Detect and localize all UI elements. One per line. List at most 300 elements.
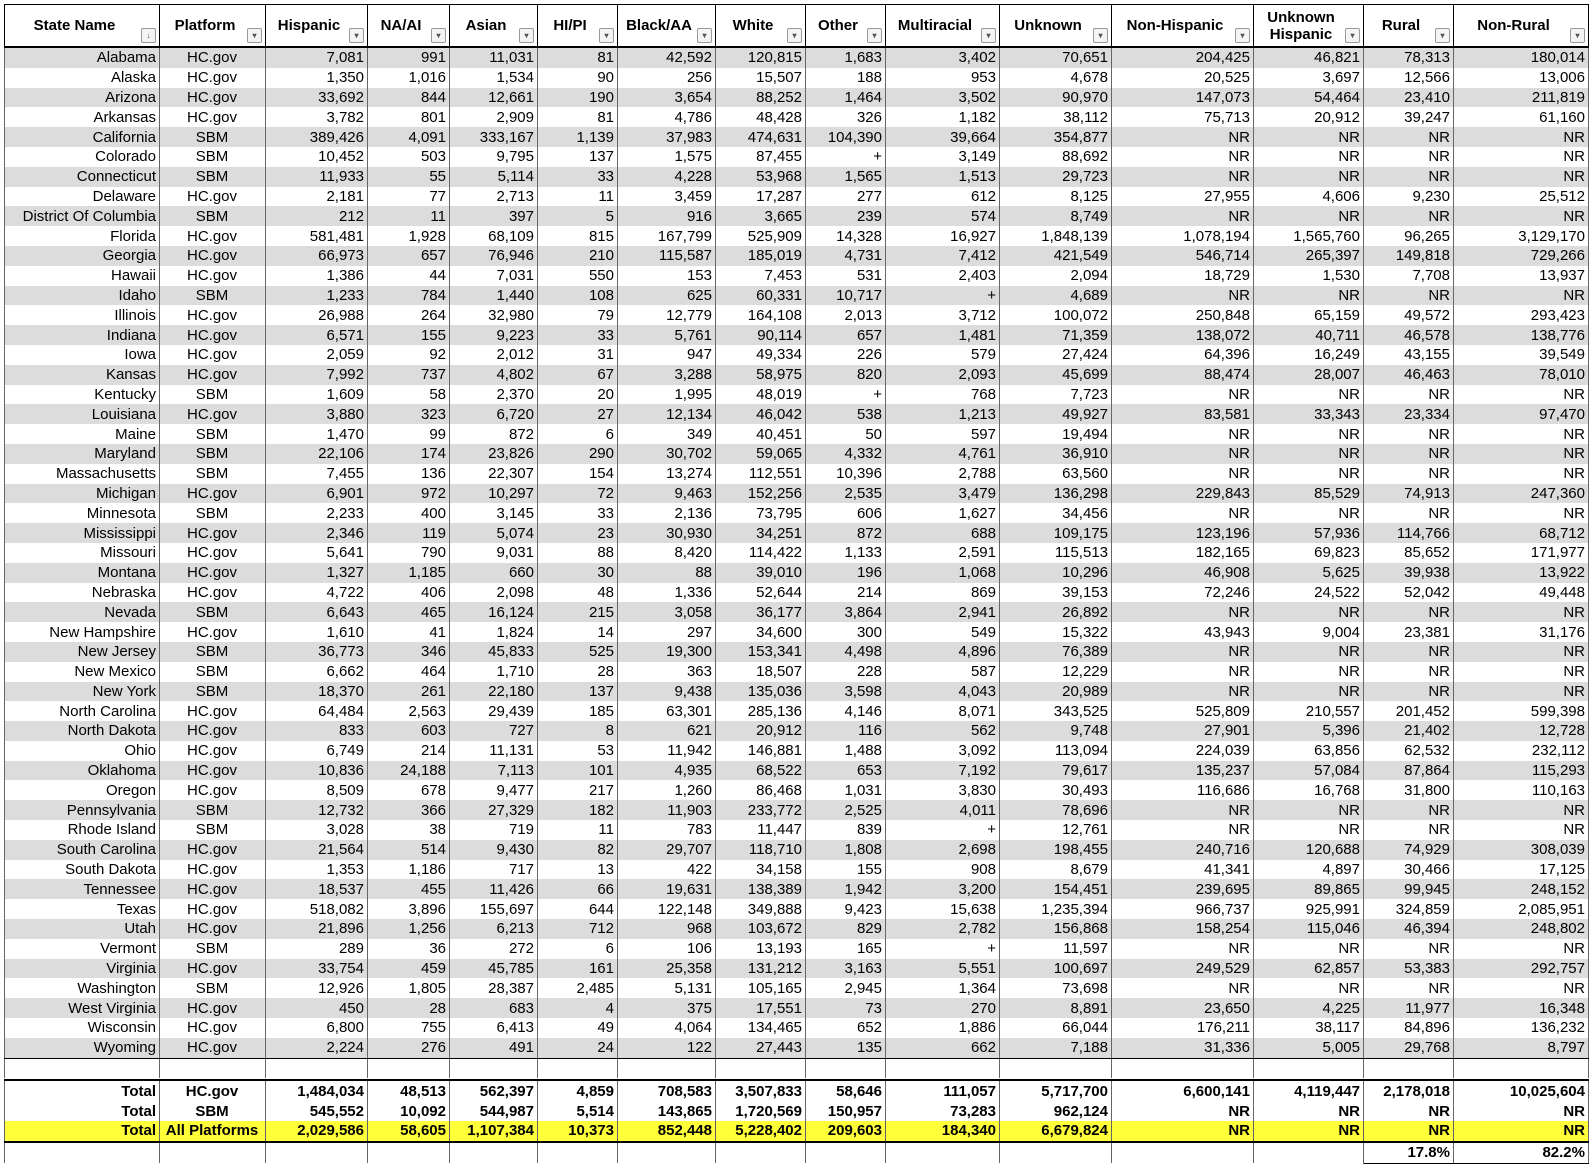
- value-cell[interactable]: NR: [1454, 127, 1589, 147]
- value-cell[interactable]: 8,071: [886, 701, 1000, 721]
- value-cell[interactable]: 62,532: [1364, 741, 1454, 761]
- empty-cell[interactable]: [1000, 1058, 1112, 1078]
- value-cell[interactable]: 106: [618, 939, 716, 959]
- value-cell[interactable]: 120,688: [1254, 840, 1364, 860]
- value-cell[interactable]: 109,175: [1000, 523, 1112, 543]
- value-cell[interactable]: 19,494: [1000, 424, 1112, 444]
- value-cell[interactable]: 182: [538, 800, 618, 820]
- value-cell[interactable]: 30,493: [1000, 780, 1112, 800]
- empty-cell[interactable]: [5, 1058, 160, 1078]
- value-cell[interactable]: 59,065: [716, 444, 806, 464]
- platform-cell[interactable]: HC.gov: [160, 701, 266, 721]
- value-cell[interactable]: 2,094: [1000, 266, 1112, 286]
- value-cell[interactable]: 68,712: [1454, 523, 1589, 543]
- value-cell[interactable]: 683: [450, 998, 538, 1018]
- platform-cell[interactable]: SBM: [160, 800, 266, 820]
- value-cell[interactable]: 3,200: [886, 879, 1000, 899]
- value-cell[interactable]: 612: [886, 187, 1000, 207]
- value-cell[interactable]: NR: [1112, 642, 1254, 662]
- value-cell[interactable]: 768: [886, 385, 1000, 405]
- platform-cell[interactable]: SBM: [160, 424, 266, 444]
- value-cell[interactable]: 562: [886, 721, 1000, 741]
- empty-cell[interactable]: [266, 1058, 368, 1078]
- value-cell[interactable]: 188: [806, 68, 886, 88]
- value-cell[interactable]: 15,638: [886, 899, 1000, 919]
- value-cell[interactable]: 400: [368, 503, 450, 523]
- value-cell[interactable]: 10,296: [1000, 563, 1112, 583]
- value-cell[interactable]: 39,010: [716, 563, 806, 583]
- value-cell[interactable]: 46,908: [1112, 563, 1254, 583]
- value-cell[interactable]: 5,514: [538, 1101, 618, 1121]
- value-cell[interactable]: 1,534: [450, 68, 538, 88]
- value-cell[interactable]: 7,192: [886, 761, 1000, 781]
- value-cell[interactable]: 12,926: [266, 978, 368, 998]
- value-cell[interactable]: 33: [538, 167, 618, 187]
- state-name-cell[interactable]: Total: [5, 1101, 160, 1121]
- value-cell[interactable]: NR: [1254, 464, 1364, 484]
- value-cell[interactable]: 308,039: [1454, 840, 1589, 860]
- platform-cell[interactable]: HC.gov: [160, 959, 266, 979]
- value-cell[interactable]: NR: [1254, 127, 1364, 147]
- value-cell[interactable]: 261: [368, 682, 450, 702]
- state-name-cell[interactable]: Missouri: [5, 543, 160, 563]
- value-cell[interactable]: 597: [886, 424, 1000, 444]
- value-cell[interactable]: 23,381: [1364, 622, 1454, 642]
- value-cell[interactable]: 239,695: [1112, 879, 1254, 899]
- value-cell[interactable]: 8: [538, 721, 618, 741]
- state-name-cell[interactable]: Massachusetts: [5, 464, 160, 484]
- value-cell[interactable]: 4,228: [618, 167, 716, 187]
- value-cell[interactable]: 90,970: [1000, 88, 1112, 108]
- value-cell[interactable]: 2,788: [886, 464, 1000, 484]
- value-cell[interactable]: 1,068: [886, 563, 1000, 583]
- value-cell[interactable]: 4,225: [1254, 998, 1364, 1018]
- value-cell[interactable]: 149,818: [1364, 246, 1454, 266]
- value-cell[interactable]: 621: [618, 721, 716, 741]
- state-name-cell[interactable]: Alaska: [5, 68, 160, 88]
- value-cell[interactable]: 10,297: [450, 484, 538, 504]
- value-cell[interactable]: 154,451: [1000, 879, 1112, 899]
- state-name-cell[interactable]: Florida: [5, 226, 160, 246]
- value-cell[interactable]: 17,125: [1454, 860, 1589, 880]
- value-cell[interactable]: 324,859: [1364, 899, 1454, 919]
- value-cell[interactable]: 366: [368, 800, 450, 820]
- value-cell[interactable]: 31,800: [1364, 780, 1454, 800]
- platform-cell[interactable]: SBM: [160, 127, 266, 147]
- value-cell[interactable]: 27: [538, 404, 618, 424]
- value-cell[interactable]: NR: [1112, 800, 1254, 820]
- value-cell[interactable]: 15,507: [716, 68, 806, 88]
- value-cell[interactable]: 58,975: [716, 365, 806, 385]
- value-cell[interactable]: 6,749: [266, 741, 368, 761]
- value-cell[interactable]: NR: [1364, 939, 1454, 959]
- empty-cell[interactable]: [618, 1142, 716, 1163]
- value-cell[interactable]: 33: [538, 325, 618, 345]
- value-cell[interactable]: 1,513: [886, 167, 1000, 187]
- value-cell[interactable]: 6: [538, 424, 618, 444]
- value-cell[interactable]: NR: [1254, 939, 1364, 959]
- value-cell[interactable]: 16,124: [450, 602, 538, 622]
- value-cell[interactable]: 46,042: [716, 404, 806, 424]
- value-cell[interactable]: 6,643: [266, 602, 368, 622]
- value-cell[interactable]: 232,112: [1454, 741, 1589, 761]
- value-cell[interactable]: 146,881: [716, 741, 806, 761]
- state-name-cell[interactable]: Minnesota: [5, 503, 160, 523]
- value-cell[interactable]: 24,522: [1254, 583, 1364, 603]
- value-cell[interactable]: 1,575: [618, 147, 716, 167]
- value-cell[interactable]: 78,313: [1364, 47, 1454, 68]
- value-cell[interactable]: 45,699: [1000, 365, 1112, 385]
- value-cell[interactable]: 801: [368, 107, 450, 127]
- value-cell[interactable]: 719: [450, 820, 538, 840]
- platform-cell[interactable]: SBM: [160, 1101, 266, 1121]
- value-cell[interactable]: 549: [886, 622, 1000, 642]
- value-cell[interactable]: 717: [450, 860, 538, 880]
- value-cell[interactable]: 113,094: [1000, 741, 1112, 761]
- value-cell[interactable]: 991: [368, 47, 450, 68]
- value-cell[interactable]: 46,394: [1364, 919, 1454, 939]
- value-cell[interactable]: 4,119,447: [1254, 1080, 1364, 1101]
- value-cell[interactable]: NR: [1454, 939, 1589, 959]
- value-cell[interactable]: 688: [886, 523, 1000, 543]
- value-cell[interactable]: NR: [1454, 147, 1589, 167]
- value-cell[interactable]: 1,107,384: [450, 1121, 538, 1142]
- value-cell[interactable]: 12,732: [266, 800, 368, 820]
- empty-cell[interactable]: [450, 1142, 538, 1163]
- value-cell[interactable]: 459: [368, 959, 450, 979]
- value-cell[interactable]: 4,859: [538, 1080, 618, 1101]
- value-cell[interactable]: 4,146: [806, 701, 886, 721]
- value-cell[interactable]: NR: [1254, 206, 1364, 226]
- value-cell[interactable]: 1,078,194: [1112, 226, 1254, 246]
- value-cell[interactable]: 66: [538, 879, 618, 899]
- value-cell[interactable]: 11,131: [450, 741, 538, 761]
- value-cell[interactable]: 33,754: [266, 959, 368, 979]
- value-cell[interactable]: 138,389: [716, 879, 806, 899]
- value-cell[interactable]: 1,928: [368, 226, 450, 246]
- value-cell[interactable]: 947: [618, 345, 716, 365]
- value-cell[interactable]: 26,892: [1000, 602, 1112, 622]
- value-cell[interactable]: NR: [1364, 820, 1454, 840]
- value-cell[interactable]: 1,233: [266, 286, 368, 306]
- value-cell[interactable]: 138,072: [1112, 325, 1254, 345]
- value-cell[interactable]: 99: [368, 424, 450, 444]
- value-cell[interactable]: 115,046: [1254, 919, 1364, 939]
- value-cell[interactable]: 72: [538, 484, 618, 504]
- state-name-cell[interactable]: New Jersey: [5, 642, 160, 662]
- value-cell[interactable]: 20,912: [716, 721, 806, 741]
- value-cell[interactable]: 48: [538, 583, 618, 603]
- value-cell[interactable]: 3,502: [886, 88, 1000, 108]
- value-cell[interactable]: 916: [618, 206, 716, 226]
- value-cell[interactable]: 74,929: [1364, 840, 1454, 860]
- value-cell[interactable]: 1,530: [1254, 266, 1364, 286]
- platform-cell[interactable]: HC.gov: [160, 879, 266, 899]
- value-cell[interactable]: 662: [886, 1038, 1000, 1058]
- value-cell[interactable]: 5,551: [886, 959, 1000, 979]
- value-cell[interactable]: 40,711: [1254, 325, 1364, 345]
- platform-cell[interactable]: HC.gov: [160, 325, 266, 345]
- value-cell[interactable]: 30,930: [618, 523, 716, 543]
- state-name-cell[interactable]: Nevada: [5, 602, 160, 622]
- empty-cell[interactable]: [368, 1142, 450, 1163]
- value-cell[interactable]: 43,155: [1364, 345, 1454, 365]
- platform-cell[interactable]: SBM: [160, 286, 266, 306]
- value-cell[interactable]: 12,779: [618, 305, 716, 325]
- value-cell[interactable]: 88,692: [1000, 147, 1112, 167]
- value-cell[interactable]: 53: [538, 741, 618, 761]
- platform-cell[interactable]: HC.gov: [160, 88, 266, 108]
- value-cell[interactable]: 6,901: [266, 484, 368, 504]
- value-cell[interactable]: 2,178,018: [1364, 1080, 1454, 1101]
- value-cell[interactable]: 226: [806, 345, 886, 365]
- value-cell[interactable]: NR: [1254, 444, 1364, 464]
- platform-cell[interactable]: HC.gov: [160, 840, 266, 860]
- value-cell[interactable]: 147,073: [1112, 88, 1254, 108]
- value-cell[interactable]: NR: [1254, 424, 1364, 444]
- value-cell[interactable]: 9,031: [450, 543, 538, 563]
- value-cell[interactable]: 729,266: [1454, 246, 1589, 266]
- value-cell[interactable]: 2,945: [806, 978, 886, 998]
- value-cell[interactable]: 4,064: [618, 1018, 716, 1038]
- value-cell[interactable]: 2,059: [266, 345, 368, 365]
- value-cell[interactable]: 115,587: [618, 246, 716, 266]
- value-cell[interactable]: 1,610: [266, 622, 368, 642]
- value-cell[interactable]: +: [806, 147, 886, 167]
- value-cell[interactable]: 73,283: [886, 1101, 1000, 1121]
- state-name-cell[interactable]: West Virginia: [5, 998, 160, 1018]
- value-cell[interactable]: NR: [1112, 503, 1254, 523]
- value-cell[interactable]: 11,426: [450, 879, 538, 899]
- value-cell[interactable]: 49: [538, 1018, 618, 1038]
- empty-cell[interactable]: [538, 1058, 618, 1078]
- value-cell[interactable]: NR: [1254, 820, 1364, 840]
- value-cell[interactable]: 49,927: [1000, 404, 1112, 424]
- state-name-cell[interactable]: Virginia: [5, 959, 160, 979]
- state-name-cell[interactable]: New Hampshire: [5, 622, 160, 642]
- value-cell[interactable]: 1,016: [368, 68, 450, 88]
- value-cell[interactable]: 652: [806, 1018, 886, 1038]
- value-cell[interactable]: NR: [1112, 385, 1254, 405]
- value-cell[interactable]: 16,768: [1254, 780, 1364, 800]
- value-cell[interactable]: 38,112: [1000, 107, 1112, 127]
- value-cell[interactable]: 48,019: [716, 385, 806, 405]
- value-cell[interactable]: 58: [368, 385, 450, 405]
- value-cell[interactable]: 27,443: [716, 1038, 806, 1058]
- platform-cell[interactable]: HC.gov: [160, 107, 266, 127]
- value-cell[interactable]: 31,176: [1454, 622, 1589, 642]
- value-cell[interactable]: 11,942: [618, 741, 716, 761]
- value-cell[interactable]: 3,058: [618, 602, 716, 622]
- value-cell[interactable]: 7,453: [716, 266, 806, 286]
- value-cell[interactable]: 3,149: [886, 147, 1000, 167]
- value-cell[interactable]: 1,488: [806, 741, 886, 761]
- value-cell[interactable]: 11,933: [266, 167, 368, 187]
- value-cell[interactable]: 22,106: [266, 444, 368, 464]
- value-cell[interactable]: 270: [886, 998, 1000, 1018]
- value-cell[interactable]: 36,177: [716, 602, 806, 622]
- value-cell[interactable]: 525,909: [716, 226, 806, 246]
- value-cell[interactable]: 153,341: [716, 642, 806, 662]
- filter-dropdown-icon[interactable]: ▾: [867, 28, 882, 43]
- value-cell[interactable]: 297: [618, 622, 716, 642]
- value-cell[interactable]: 119: [368, 523, 450, 543]
- platform-cell[interactable]: SBM: [160, 385, 266, 405]
- value-cell[interactable]: 6: [538, 939, 618, 959]
- value-cell[interactable]: 13,937: [1454, 266, 1589, 286]
- value-cell[interactable]: 1,886: [886, 1018, 1000, 1038]
- platform-cell[interactable]: HC.gov: [160, 761, 266, 781]
- value-cell[interactable]: 6,571: [266, 325, 368, 345]
- value-cell[interactable]: 184,340: [886, 1121, 1000, 1142]
- value-cell[interactable]: 474,631: [716, 127, 806, 147]
- value-cell[interactable]: 23,826: [450, 444, 538, 464]
- value-cell[interactable]: 5,114: [450, 167, 538, 187]
- value-cell[interactable]: 9,438: [618, 682, 716, 702]
- value-cell[interactable]: 1,386: [266, 266, 368, 286]
- filter-dropdown-icon[interactable]: ▾: [1093, 28, 1108, 43]
- platform-cell[interactable]: HC.gov: [160, 563, 266, 583]
- value-cell[interactable]: 2,013: [806, 305, 886, 325]
- value-cell[interactable]: 34,251: [716, 523, 806, 543]
- state-name-cell[interactable]: Rhode Island: [5, 820, 160, 840]
- value-cell[interactable]: 3,163: [806, 959, 886, 979]
- value-cell[interactable]: 239: [806, 206, 886, 226]
- value-cell[interactable]: 81: [538, 47, 618, 68]
- value-cell[interactable]: 11,597: [1000, 939, 1112, 959]
- value-cell[interactable]: 1,720,569: [716, 1101, 806, 1121]
- value-cell[interactable]: 12,661: [450, 88, 538, 108]
- value-cell[interactable]: 491: [450, 1038, 538, 1058]
- value-cell[interactable]: 2,782: [886, 919, 1000, 939]
- value-cell[interactable]: 7,188: [1000, 1038, 1112, 1058]
- value-cell[interactable]: NR: [1254, 978, 1364, 998]
- platform-cell[interactable]: HC.gov: [160, 365, 266, 385]
- value-cell[interactable]: 174: [368, 444, 450, 464]
- value-cell[interactable]: 562,397: [450, 1080, 538, 1101]
- value-cell[interactable]: 264: [368, 305, 450, 325]
- value-cell[interactable]: 6,413: [450, 1018, 538, 1038]
- empty-cell[interactable]: [886, 1142, 1000, 1163]
- value-cell[interactable]: 9,748: [1000, 721, 1112, 741]
- platform-cell[interactable]: SBM: [160, 939, 266, 959]
- platform-cell[interactable]: HC.gov: [160, 741, 266, 761]
- state-name-cell[interactable]: Iowa: [5, 345, 160, 365]
- platform-cell[interactable]: HC.gov: [160, 543, 266, 563]
- value-cell[interactable]: 88,252: [716, 88, 806, 108]
- value-cell[interactable]: 7,992: [266, 365, 368, 385]
- value-cell[interactable]: NR: [1254, 602, 1364, 622]
- value-cell[interactable]: 790: [368, 543, 450, 563]
- value-cell[interactable]: 73,795: [716, 503, 806, 523]
- value-cell[interactable]: 7,708: [1364, 266, 1454, 286]
- value-cell[interactable]: NR: [1454, 978, 1589, 998]
- value-cell[interactable]: NR: [1254, 503, 1364, 523]
- value-cell[interactable]: 1,481: [886, 325, 1000, 345]
- value-cell[interactable]: 68,109: [450, 226, 538, 246]
- platform-cell[interactable]: SBM: [160, 820, 266, 840]
- value-cell[interactable]: 3,697: [1254, 68, 1364, 88]
- value-cell[interactable]: 21,402: [1364, 721, 1454, 741]
- value-cell[interactable]: 1,824: [450, 622, 538, 642]
- value-cell[interactable]: 6,662: [266, 662, 368, 682]
- value-cell[interactable]: 256: [618, 68, 716, 88]
- value-cell[interactable]: 39,549: [1454, 345, 1589, 365]
- value-cell[interactable]: 13,274: [618, 464, 716, 484]
- value-cell[interactable]: 185: [538, 701, 618, 721]
- empty-cell[interactable]: [1000, 1142, 1112, 1163]
- value-cell[interactable]: 89,865: [1254, 879, 1364, 899]
- value-cell[interactable]: 2,698: [886, 840, 1000, 860]
- value-cell[interactable]: 2,224: [266, 1038, 368, 1058]
- value-cell[interactable]: 190: [538, 88, 618, 108]
- value-cell[interactable]: NR: [1254, 147, 1364, 167]
- state-name-cell[interactable]: Montana: [5, 563, 160, 583]
- value-cell[interactable]: 17,551: [716, 998, 806, 1018]
- filter-dropdown-icon[interactable]: ▾: [1235, 28, 1250, 43]
- value-cell[interactable]: 343,525: [1000, 701, 1112, 721]
- empty-cell[interactable]: [1254, 1058, 1364, 1078]
- value-cell[interactable]: 24: [538, 1038, 618, 1058]
- value-cell[interactable]: 209,603: [806, 1121, 886, 1142]
- value-cell[interactable]: 85,529: [1254, 484, 1364, 504]
- value-cell[interactable]: 4,498: [806, 642, 886, 662]
- state-name-cell[interactable]: Washington: [5, 978, 160, 998]
- filter-dropdown-icon[interactable]: ▾: [981, 28, 996, 43]
- value-cell[interactable]: 657: [806, 325, 886, 345]
- value-cell[interactable]: NR: [1112, 424, 1254, 444]
- empty-cell[interactable]: [1254, 1142, 1364, 1163]
- value-cell[interactable]: 579: [886, 345, 1000, 365]
- value-cell[interactable]: 10,025,604: [1454, 1080, 1589, 1101]
- value-cell[interactable]: 62,857: [1254, 959, 1364, 979]
- value-cell[interactable]: 4,731: [806, 246, 886, 266]
- value-cell[interactable]: 4,896: [886, 642, 1000, 662]
- value-cell[interactable]: 20,989: [1000, 682, 1112, 702]
- value-cell[interactable]: 104,390: [806, 127, 886, 147]
- value-cell[interactable]: NR: [1454, 167, 1589, 187]
- value-cell[interactable]: 49,448: [1454, 583, 1589, 603]
- value-cell[interactable]: 39,153: [1000, 583, 1112, 603]
- platform-cell[interactable]: HC.gov: [160, 899, 266, 919]
- value-cell[interactable]: 81: [538, 107, 618, 127]
- value-cell[interactable]: NR: [1112, 662, 1254, 682]
- value-cell[interactable]: 46,578: [1364, 325, 1454, 345]
- value-cell[interactable]: 211,819: [1454, 88, 1589, 108]
- value-cell[interactable]: 17,287: [716, 187, 806, 207]
- value-cell[interactable]: NR: [1454, 642, 1589, 662]
- value-cell[interactable]: 966,737: [1112, 899, 1254, 919]
- platform-cell[interactable]: SBM: [160, 602, 266, 622]
- value-cell[interactable]: 215: [538, 602, 618, 622]
- filter-dropdown-icon[interactable]: ▾: [431, 28, 446, 43]
- empty-cell[interactable]: [538, 1142, 618, 1163]
- value-cell[interactable]: 7,723: [1000, 385, 1112, 405]
- value-cell[interactable]: 101: [538, 761, 618, 781]
- value-cell[interactable]: 18,507: [716, 662, 806, 682]
- value-cell[interactable]: 111,057: [886, 1080, 1000, 1101]
- value-cell[interactable]: 5: [538, 206, 618, 226]
- value-cell[interactable]: NR: [1254, 286, 1364, 306]
- value-cell[interactable]: 2,029,586: [266, 1121, 368, 1142]
- state-name-cell[interactable]: Utah: [5, 919, 160, 939]
- value-cell[interactable]: 1,710: [450, 662, 538, 682]
- value-cell[interactable]: 10,836: [266, 761, 368, 781]
- value-cell[interactable]: 4,091: [368, 127, 450, 147]
- value-cell[interactable]: 12,728: [1454, 721, 1589, 741]
- value-cell[interactable]: 15,322: [1000, 622, 1112, 642]
- value-cell[interactable]: NR: [1454, 682, 1589, 702]
